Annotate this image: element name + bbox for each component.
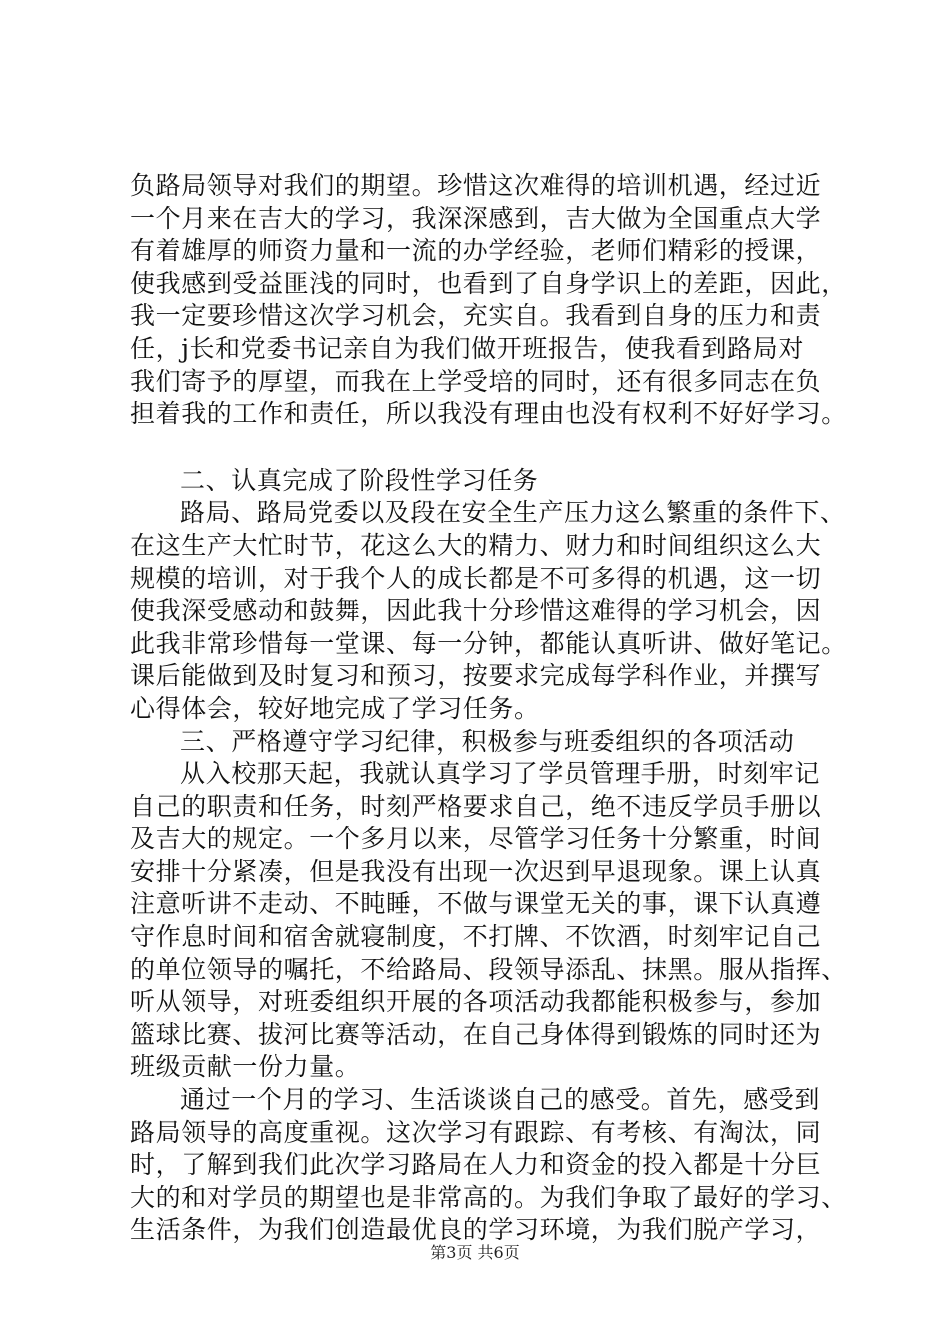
text-line: 有着雄厚的师资力量和一流的办学经验，老师们精彩的授课， <box>130 236 822 266</box>
text-line: 路局、路局党委以及段在安全生产压力这么繁重的条件下、 <box>180 498 846 528</box>
text-line: 任，j长和党委书记亲自为我们做开班报告，使我看到路局对 <box>130 333 804 363</box>
text-line: 课后能做到及时复习和预习，按要求完成每学科作业，并撰写 <box>130 661 822 691</box>
section-heading-3: 三、严格遵守学习纪律，积极参与班委组织的各项活动 <box>180 726 795 756</box>
text-line: 负路局领导对我们的期望。珍惜这次难得的培训机遇，经过近 <box>130 171 822 200</box>
text-line: 的单位领导的嘱托，不给路局、段领导添乱、抹黑。服从指挥、 <box>130 954 847 984</box>
text-line: 从入校那天起，我就认真学习了学员管理手册，时刻牢记 <box>180 759 821 789</box>
paragraph-4 <box>130 1084 847 1247</box>
text-line: 班级贡献一份力量。 <box>130 1052 361 1082</box>
text-line: 我一定要珍惜这次学习机会，充实自。我看到自身的压力和责 <box>130 301 822 331</box>
text-line: 大的和对学员的期望也是非常高的。为我们争取了最好的学习、 <box>130 1182 847 1212</box>
text-line: 守作息时间和宿舍就寝制度，不打牌、不饮酒，时刻牢记自己 <box>130 922 822 952</box>
text-line: 我们寄予的厚望，而我在上学受培的同时，还有很多同志在负 <box>130 366 822 396</box>
text-line: 安排十分紧凑，但是我没有出现一次迟到早退现象。课上认真 <box>130 856 822 886</box>
text-line: 通过一个月的学习、生活谈谈自己的感受。首先，感受到 <box>180 1085 821 1115</box>
text-line: 自己的职责和任务，时刻严格要求自己，绝不违反学员手册以 <box>130 791 822 821</box>
text-line: 在这生产大忙时节，花这么大的精力、财力和时间组织这么大 <box>130 530 822 560</box>
page-footer <box>0 1243 950 1263</box>
text-line: 担着我的工作和责任，所以我没有理由也没有权利不好好学习。 <box>130 399 847 429</box>
text-line: 听从领导，对班委组织开展的各项活动我都能积极参与，参加 <box>130 987 822 1017</box>
paragraph-gap <box>130 431 830 465</box>
text-line: 此我非常珍惜每一堂课、每一分钟，都能认真听讲、做好笔记。 <box>130 628 847 658</box>
paragraph-3 <box>130 758 847 1084</box>
document-body <box>130 170 847 1247</box>
text-line: 篮球比赛、拔河比赛等活动，在自己身体得到锻炼的同时还为 <box>130 1019 822 1049</box>
text-line: 心得体会，较好地完成了学习任务。 <box>130 693 540 723</box>
text-line: 注意听讲不走动、不盹睡，不做与课堂无关的事，课下认真遵 <box>130 889 822 919</box>
text-line: 生活条件，为我们创造最优良的学习环境，为我们脱产学习， <box>130 1215 822 1245</box>
text-line: 规模的培训，对于我个人的成长都是不可多得的机遇，这一切 <box>130 563 822 593</box>
text-line: 使我感到受益匪浅的同时，也看到了自身学识上的差距，因此， <box>130 268 847 298</box>
text-line: 路局领导的高度重视。这次学习有跟踪、有考核、有淘汰，同 <box>130 1117 822 1147</box>
text-line: 一个月来在吉大的学习，我深深感到，吉大做为全国重点大学 <box>130 203 822 233</box>
page-number: 第3页 共6页 <box>430 1243 520 1262</box>
text-line: 时，了解到我们此次学习路局在人力和资金的投入都是十分巨 <box>130 1150 822 1180</box>
text-line: 使我深受感动和鼓舞，因此我十分珍惜这难得的学习机会，因 <box>130 596 822 626</box>
paragraph-1 <box>130 170 847 431</box>
text-line: 及吉大的规定。一个多月以来，尽管学习任务十分繁重，时间 <box>130 824 822 854</box>
paragraph-2 <box>130 497 847 725</box>
section-heading-2: 二、认真完成了阶段性学习任务 <box>180 465 539 495</box>
